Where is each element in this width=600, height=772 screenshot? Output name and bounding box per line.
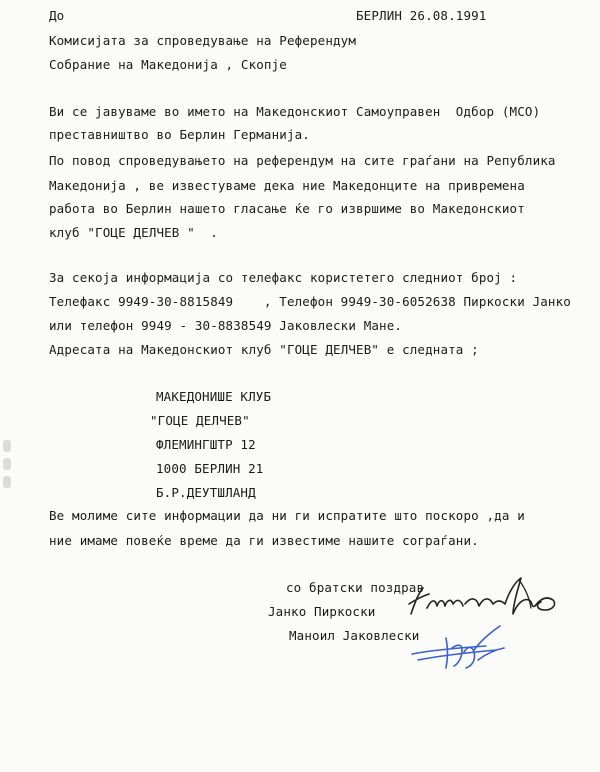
- address-line: 1000 БЕРЛИН 21: [156, 461, 264, 476]
- address-line: Б.Р.ДЕУТШЛАНД: [156, 485, 256, 500]
- body-line: преставништво во Берлин Германија.: [49, 127, 310, 142]
- body-line: По повод спроведувањето на референдум на сите граѓани на Република: [49, 153, 556, 168]
- body-line: Ви се јавуваме во името на Македонскиот Самоуправен Одбор (МСО): [49, 104, 541, 119]
- addressee-line: Собрание на Македонија , Скопје: [49, 57, 287, 72]
- signer-name: Јанко Пиркоски: [268, 604, 376, 619]
- closing-line: Ве молиме сите информации да ни ги испратите што поскоро ,да и: [49, 508, 525, 523]
- body-line: За секоја информација со телефакс користетего следниот број :: [49, 270, 518, 285]
- closing-greeting: со братски поздрав: [286, 580, 425, 595]
- body-line: клуб "ГОЦЕ ДЕЛЧЕВ " .: [49, 225, 218, 240]
- address-line: ФЛЕМИНГШТР 12: [156, 437, 256, 452]
- body-line: Македонија , ве известуваме дека ние Македонците на привремена: [49, 178, 525, 193]
- body-line: Адресата на Македонскиот клуб "ГОЦЕ ДЕЛЧЕВ" е следната ;: [49, 342, 479, 357]
- body-line: или телефон 9949 - 30-8838549 Јаковлески Мане.: [49, 318, 403, 333]
- body-line: Телефакс 9949-30-8815849 , Телефон 9949-30-6052638 Пиркоски Јанко: [49, 294, 571, 309]
- signer-name: Маноил Јаковлески: [289, 628, 420, 643]
- handwritten-signature: [405, 574, 565, 624]
- recipient-prefix: До: [49, 8, 65, 23]
- address-line: "ГОЦЕ ДЕЛЧЕВ": [150, 413, 250, 428]
- address-line: МАКЕДОНИШЕ КЛУБ: [156, 389, 272, 404]
- place-date: БЕРЛИН 26.08.1991: [356, 8, 487, 23]
- handwritten-signature: [408, 620, 528, 678]
- closing-line: ние имаме повеќе време да ги известиме нашите сограѓани.: [49, 533, 479, 548]
- addressee-line: Комисијата за спроведување на Референдум: [49, 33, 357, 48]
- body-line: работа во Берлин нашето гласање ќе го извршиме во Македонскиот: [49, 201, 525, 216]
